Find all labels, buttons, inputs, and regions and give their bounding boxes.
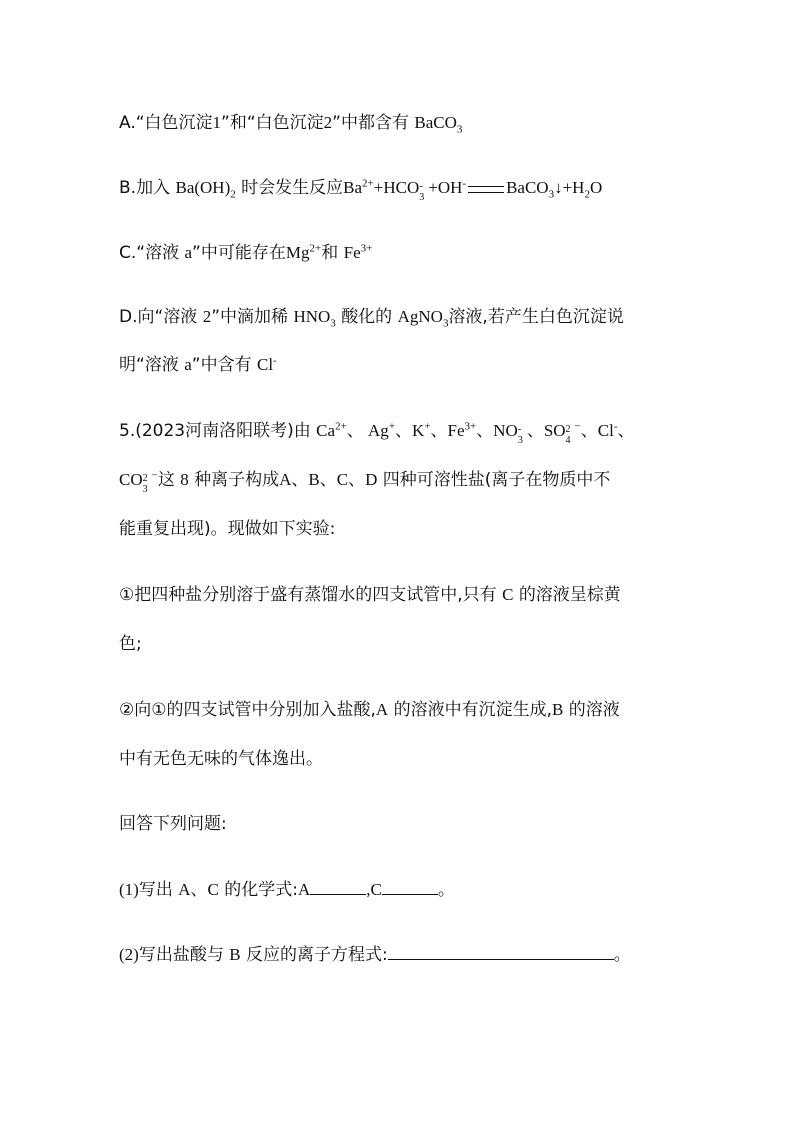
option-c-text-2: ”中可能存在 [192,243,286,263]
formula-sub: 3 [330,317,336,330]
ion-k: K [412,421,425,440]
charge: - [517,424,522,435]
step-2-line-2 [119,747,754,771]
formula-baoh2 [175,178,236,201]
charge: 2+ [362,177,374,190]
part-1 [119,878,754,902]
separator: 、 [617,421,635,440]
charge-sign: − [574,420,581,433]
q5-number: 5.(2023 [119,421,186,441]
part-1-number: (1) [119,880,139,899]
formula-main: Cl [256,355,274,374]
answer-blank-a[interactable] [310,894,366,895]
charge: + [424,420,431,433]
charge: - [273,354,277,367]
formula-sub: 3 [142,484,148,495]
q5-text: (离子在物质中不 [484,470,611,490]
period: 。 [437,880,455,900]
step-1-line-1 [119,583,754,607]
option-b-text-1: B.加入 [119,178,171,198]
step-2-text: 的溶液中有沉淀生成, [393,700,552,720]
charge: 3+ [464,420,477,433]
separator: 、 [430,421,448,440]
formula-sub: 3 [517,435,523,446]
separator: 、 [580,421,598,440]
ion-no3: NO [493,421,518,440]
reaction-equation [343,177,603,203]
ion-cl [257,355,277,374]
separator: 、 [346,421,364,440]
q5-line-1 [119,419,754,446]
option-a-num-2: 2 [323,113,333,132]
option-d-text-3: 酸化的 [341,307,393,327]
separator: 、 [526,421,544,440]
ion-ag: Ag [368,421,389,440]
sub-sup-stack [142,473,152,495]
q5-source: 河南洛阳联考) [185,421,294,441]
q5-line-2 [119,468,754,495]
q5-text: 能重复出现)。现做如下实验: [119,519,336,539]
option-d-text-4: 溶液,若产生白色沉淀说 [448,307,624,327]
formula-baco3 [414,113,463,136]
option-a [119,111,754,135]
ion-ba: Ba [343,178,363,197]
salt-a: A [375,700,389,719]
formula-main: BaCO [414,113,457,132]
equals-sign-double [468,186,504,193]
ask-line [119,812,754,836]
ion-co3 [119,469,158,495]
formula-main: HNO [293,307,331,326]
part-1-text: 写出 [138,880,173,900]
ion-list [316,420,635,446]
formula-main: Mg [285,243,310,262]
charge-number: 2 [142,473,148,484]
charge: - [462,177,467,190]
q5-line-3 [119,517,754,541]
product-baco3: BaCO [506,178,549,197]
sub-sup-stack [517,424,527,446]
option-b-text-2: 时会发生反应 [241,178,344,198]
step-1-text: ①把四种盐分别溶于盛有蒸馏水的四支试管中,只有 [119,585,497,605]
separator: 、 [476,421,494,440]
sub-sup-stack [419,181,428,203]
option-d-text-5: 明“溶液 [119,355,179,375]
part-2-text: 写出盐酸与 [138,945,224,965]
part-2-number: (2) [119,945,139,964]
step-2-text: 中有无色无味的气体逸出。 [119,749,323,769]
option-a-text-3: ”中都含有 [332,113,409,133]
salt-labels: A、C [178,880,219,899]
ion-hco3: +HCO [373,178,420,197]
q5-text: 由 [293,421,311,441]
formula-main: Ba(OH) [175,178,231,197]
ion-count: 8 [180,470,189,489]
answer-blank-c[interactable] [382,894,438,895]
option-a-num-1: 1 [212,113,222,132]
step-1-text: 的溶液呈棕黄 [518,585,621,605]
charge: - [613,420,618,433]
option-d-text-6: ”中含有 [191,355,252,375]
step-2-line-1 [119,698,754,722]
solution-a: a [184,243,193,262]
step-2-text: ②向①的四支试管中分别加入盐酸, [119,700,376,720]
answer-blank-equation[interactable] [388,959,614,960]
salt-b: B [551,700,564,719]
q5-text: 四种可溶性盐 [382,470,485,490]
part-2-text: 反应的离子方程式: [245,945,388,965]
charge: 2+ [335,420,347,433]
formula-sub: 2 [584,188,590,201]
answer-label-a: A [298,880,311,899]
answer-label-c: ,C [366,880,382,899]
salt-b: B [229,945,241,964]
part-1-text: 的化学式: [224,880,298,900]
option-d-line-1 [119,305,754,329]
part-2 [119,943,754,967]
ion-mg [286,243,321,262]
ion-cl: Cl [597,421,614,440]
option-d-text-1: D.向“溶液 [119,307,198,327]
ion-so4: SO [543,421,566,440]
product-h2o: ↓+H [554,178,585,197]
formula-main: AgNO [397,307,443,326]
formula-sub: 3 [456,123,463,136]
ion-ca: Ca [316,421,336,440]
step-1-line-2 [119,632,754,656]
formula-sub: 2 [230,188,236,201]
option-c-text-3: 和 [321,243,339,263]
formula-sub: 3 [419,192,425,203]
formula-main: Fe [343,243,361,262]
step-1-text: 色; [119,634,142,654]
product-h2o-o: O [589,178,603,197]
option-d-line-2 [119,353,754,377]
ask-text: 回答下列问题: [119,814,227,834]
q5-text: 种离子构成 [194,470,280,490]
option-c-text-1: C.“溶液 [119,243,180,263]
formula-sub: 4 [565,435,571,446]
solution-a: a [184,355,192,374]
solution-2: 2 [202,307,212,326]
formula-sub: 3 [442,317,449,330]
salt-c: C [502,585,514,604]
charge: 2+ [309,242,322,255]
q5-text: 这 [157,470,175,490]
charge-sign: − [151,469,158,482]
ion-oh: +OH [428,178,463,197]
formula-agno3 [397,307,449,330]
sub-sup-stack [565,424,575,446]
separator: 、 [395,421,413,440]
ion-fe [344,243,373,262]
step-2-text: 的溶液 [568,700,620,720]
period: 。 [613,945,631,965]
formula-sub: 3 [548,188,555,201]
option-d-text-2: ”中滴加稀 [211,307,289,327]
option-c [119,241,754,265]
option-a-text-1: A.“白色沉淀 [119,113,213,133]
option-a-text-2: ”和“白色沉淀 [221,113,324,133]
salt-labels: A、B、C、D [279,470,378,489]
charge: - [419,181,423,192]
ion-fe: Fe [447,421,465,440]
charge: 3+ [360,242,373,255]
formula-hno3 [293,307,336,330]
charge: + [388,420,396,433]
charge-number: 2 [565,424,571,435]
option-b [119,176,754,203]
formula-main: CO [119,470,143,489]
